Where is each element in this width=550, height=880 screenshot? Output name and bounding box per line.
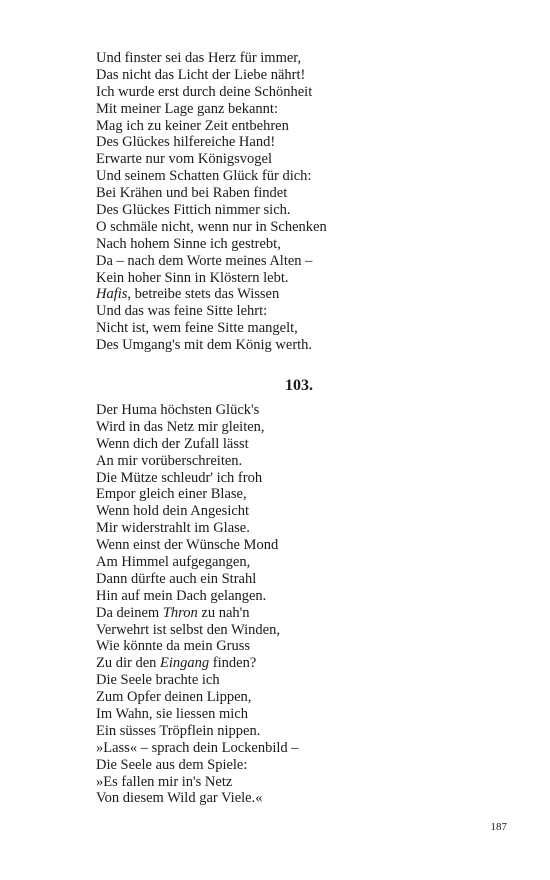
poem-line: Und seinem Schatten Glück für dich: <box>96 168 312 185</box>
poem-stanza-continued <box>96 50 327 354</box>
poem-line: Des Glückes hilfereiche Hand! <box>96 134 276 151</box>
poem-line: Zum Opfer deinen Lippen, <box>96 689 252 706</box>
poem-line: »Es fallen mir in's Netz <box>96 773 233 790</box>
poem-line: Am Himmel aufgegangen, <box>96 554 251 571</box>
poem-line: Kein hoher Sinn in Klöstern lebt. <box>96 269 289 286</box>
poem-line: Des Glückes Fittich nimmer sich. <box>96 202 291 219</box>
poem-line: Das nicht das Licht der Liebe nährt! <box>96 66 306 83</box>
poem-line: O schmäle nicht, wenn nur in Schenken <box>96 218 327 235</box>
poem-line: Die Mütze schleudr' ich froh <box>96 469 263 486</box>
poem-line: Ich wurde erst durch deine Schönheit <box>96 83 313 100</box>
poem-line: Und das was feine Sitte lehrt: <box>96 303 268 320</box>
poem-line: Verwehrt ist selbst den Winden, <box>96 621 280 638</box>
poem-line: An mir vorüberschreiten. <box>96 452 243 469</box>
line-text: Zu dir den <box>96 655 161 672</box>
poem-line: Im Wahn, sie liessen mich <box>96 706 248 723</box>
poem-line: »Lass« – sprach dein Lockenbild – <box>96 739 299 756</box>
poem-line: Wenn einst der Wünsche Mond <box>96 537 279 554</box>
page-number: 187 <box>490 821 507 833</box>
poem-line: Des Umgang's mit dem König werth. <box>96 337 313 354</box>
line-text: Da deinem <box>96 604 163 621</box>
poem-line: Ein süsses Tröpflein nippen. <box>96 722 261 739</box>
poem-line: Nach hohem Sinne ich gestrebt, <box>96 235 281 252</box>
poem-line: Und finster sei das Herz für immer, <box>96 50 302 66</box>
poem-line: Wenn hold dein Angesicht <box>96 503 250 520</box>
poem-line: Wird in das Netz mir gleiten, <box>96 418 265 435</box>
poem-line: Mir widerstrahlt im Glase. <box>96 520 250 537</box>
italic-name: Eingang <box>160 655 210 672</box>
poem-line: Dann dürfte auch ein Strahl <box>96 570 257 587</box>
poem-line: Hin auf mein Dach gelangen. <box>96 587 267 604</box>
poem-line: Empor gleich einer Blase, <box>96 486 247 503</box>
poem-line: Der Huma höchsten Glück's <box>96 402 260 418</box>
line-text: , betreibe stets das Wissen <box>127 286 280 303</box>
poem-line: Da – nach dem Worte meines Alten – <box>96 252 313 269</box>
poem-line: Erwarte nur vom Königsvogel <box>96 151 272 168</box>
poem-line <box>96 655 299 672</box>
poem-line: Nicht ist, wem feine Sitte mangelt, <box>96 320 298 337</box>
poem-line: Wie könnte da mein Gruss <box>96 638 251 655</box>
line-text: zu nah'n <box>197 604 250 621</box>
line-text: finden? <box>209 655 257 672</box>
italic-name: Hafis <box>96 286 128 303</box>
poem-line: Wenn dich der Zufall lässt <box>96 435 249 452</box>
italic-name: Thron <box>162 604 198 621</box>
poem-line: Bei Krähen und bei Raben findet <box>96 185 288 202</box>
poem-line: Mit meiner Lage ganz bekannt: <box>96 100 278 117</box>
poem-line: Von diesem Wild gar Viele.« <box>96 790 263 807</box>
poem-line: Die Seele brachte ich <box>96 672 220 689</box>
poem-line: Mag ich zu keiner Zeit entbehren <box>96 117 289 134</box>
poem-line <box>96 286 327 303</box>
poem-line: Die Seele aus dem Spiele: <box>96 756 248 773</box>
poem-number-heading: 103. <box>285 377 313 394</box>
poem-stanza-103 <box>96 402 299 807</box>
poem-line <box>96 605 299 622</box>
